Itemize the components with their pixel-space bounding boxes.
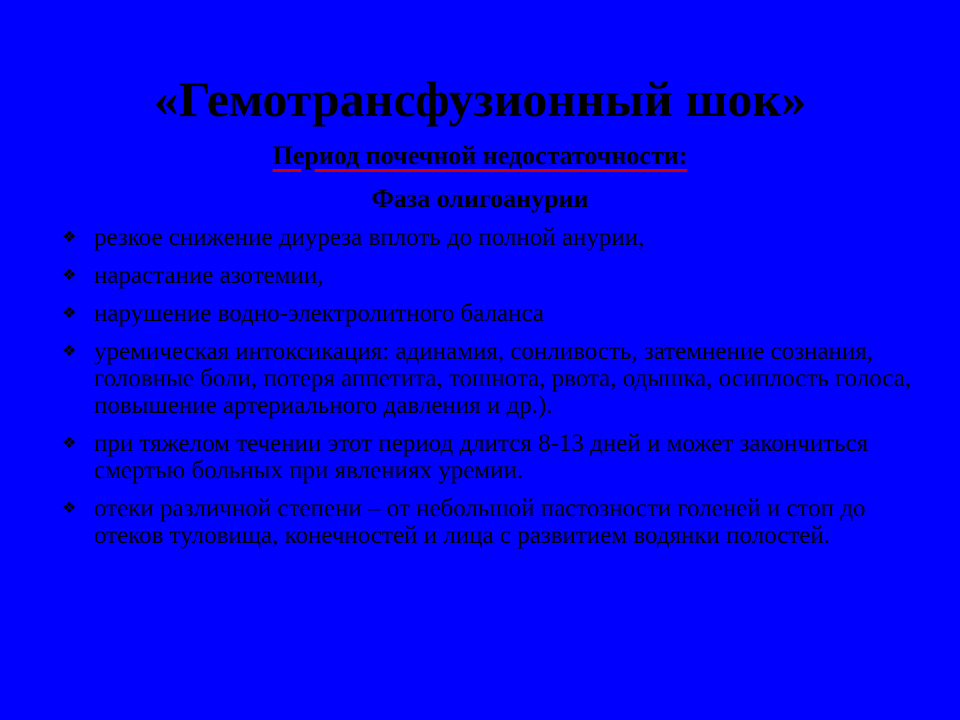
diamond-bullet-icon: ❖ [62,343,77,360]
list-item-text: уремическая интоксикация: адинамия, сонливость, затемнение сознания, головные боли, потеря аппетита, тошнота, рвота, одышка, осиплость голоса, повышение артериального давления и др.). [94,338,912,419]
bullet-list [62,224,912,560]
list-item-text: при тяжелом течении этот период длится 8-13 дней и может закончиться смертью больных при явлениях уремии. [94,430,869,484]
slide-title: «Гемотрансфузионный шок» [153,71,807,127]
list-item-text: нарушение водно-электролитного баланса [94,300,545,327]
diamond-bullet-icon: ❖ [62,229,77,246]
list-item [62,224,912,251]
slide-subtitle: Период почечной недостаточности: [272,141,688,170]
diamond-bullet-icon: ❖ [62,267,77,284]
diamond-bullet-icon: ❖ [62,435,77,452]
list-item [62,495,912,549]
diamond-bullet-icon: ❖ [62,305,77,322]
list-item [62,338,912,419]
list-item-text: нарастание азотемии, [94,262,324,289]
list-item [62,262,912,289]
list-item [62,300,912,327]
list-item [62,430,912,484]
phase-heading: Фаза олигоанурии [371,184,589,213]
diamond-bullet-icon: ❖ [62,500,77,517]
list-item-text: резкое снижение диуреза вплоть до полной анурии, [94,224,645,251]
list-item-text: отеки различной степени – от небольшой пастозности голеней и стоп до отеков туловища, конечностей и лица с развитием водянки полостей. [94,495,866,549]
